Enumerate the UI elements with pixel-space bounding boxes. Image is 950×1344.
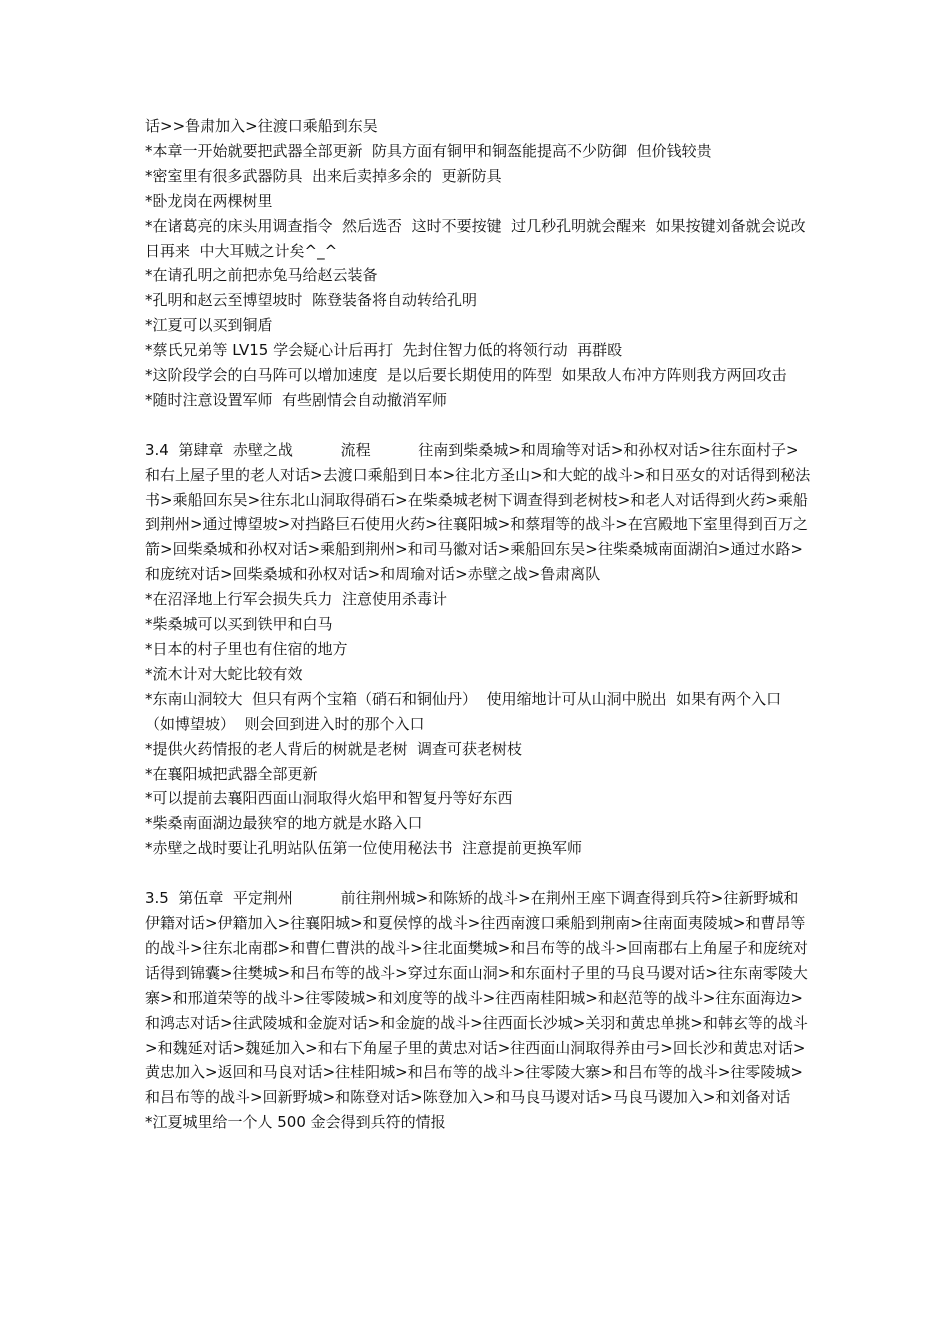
tip-line: *卧龙岗在两棵树里 <box>145 191 273 210</box>
tip-line: *柴桑南面湖边最狭窄的地方就是水路入口 <box>145 814 423 833</box>
tip-line: *在沼泽地上行军会损失兵力 注意使用杀毒计 <box>145 590 448 609</box>
tip-line: *江夏城里给一个人 500 金会得到兵符的情报 <box>145 1113 446 1132</box>
paragraph-gap <box>145 413 811 438</box>
tip-line: *日本的村子里也有住宿的地方 <box>145 640 348 659</box>
tip-line: *这阶段学会的白马阵可以增加速度 是以后要长期使用的阵型 如果敌人布冲方阵则我方两回攻击 <box>145 366 787 385</box>
text-line: 话>>鲁肃加入>往渡口乘船到东吴 <box>145 117 378 135</box>
tip-line: *随时注意设置军师 有些剧情会自动撤消军师 <box>145 390 448 409</box>
tip-line: *可以提前去襄阳西面山洞取得火焰甲和智复丹等好东西 <box>145 789 513 808</box>
paragraph-gap <box>145 861 811 886</box>
section-block-3 <box>145 886 811 1135</box>
tip-line: *孔明和赵云至博望坡时 陈登装备将自动转给孔明 <box>145 291 478 310</box>
tip-line: *柴桑城可以买到铁甲和白马 <box>145 615 333 634</box>
tip-line: *本章一开始就要把武器全部更新 防具方面有铜甲和铜盔能提高不少防御 但价钱较贵 <box>145 141 712 160</box>
section-block-2 <box>145 438 811 861</box>
chapter-walkthrough: 3.5 第伍章 平定荆州 前往荆州城>和陈矫的战斗>在荆州王座下调查得到兵符>往新野城和伊籍对话>伊籍加入>往襄阳城>和夏侯惇的战斗>往西南渡口乘船到荆南>往南面夷陵城>和曹昂等的战斗>往东北南郡>和曹仁曹洪的战斗>往北面樊城>和吕布等的战斗>回南郡右上角屋子和庞统对话得到锦囊>往樊城>和吕布等的战斗>穿过东面山洞>和东面村子里的马良马谡对话>往东南零陵大寨>和邢道荣等的战斗>往零陵城>和刘度等的战斗>往西南桂阳城>和赵范等的战斗>往东面海边>和鸿志对话>往武陵城和金旋对话>和金旋的战斗>往西面长沙城>关羽和黄忠单挑>和韩玄等的战斗>和魏延对话>魏延加入>和右下角屋子里的黄忠对话>往西面山洞取得养由弓>回长沙和黄忠对话>黄忠加入>返回和马良对话>往桂阳城>和吕布等的战斗>往零陵大寨>和吕布等的战斗>往零陵城>和吕布等的战斗>回新野城>和陈登对话>陈登加入>和马良马谡对话>马良马谡加入>和刘备对话 <box>145 889 808 1107</box>
tip-line: *在请孔明之前把赤兔马给赵云装备 <box>145 266 378 285</box>
tip-line: *江夏可以买到铜盾 <box>145 316 273 335</box>
tip-line: *提供火药情报的老人背后的树就是老树 调查可获老树枝 <box>145 739 523 758</box>
tip-line: *赤壁之战时要让孔明站队伍第一位使用秘法书 注意提前更换军师 <box>145 839 583 858</box>
tip-line: *流木计对大蛇比较有效 <box>145 664 303 683</box>
tip-line: *东南山洞较大 但只有两个宝箱（硝石和铜仙丹） 使用缩地计可从山洞中脱出 如果有两个入口（如博望坡） 则会回到进入时的那个入口 <box>145 689 782 733</box>
section-block-1 <box>145 114 811 413</box>
tip-line: *密室里有很多武器防具 出来后卖掉多余的 更新防具 <box>145 166 502 185</box>
document-page <box>145 114 811 1135</box>
chapter-walkthrough: 3.4 第肆章 赤壁之战 流程 往南到柴桑城>和周瑜等对话>和孙权对话>往东面村子>和右上屋子里的老人对话>去渡口乘船到日本>往北方圣山>和大蛇的战斗>和日巫女的对话得到秘法书>乘船回东吴>往东北山洞取得硝石>在柴桑城老树下调查得到老树枝>和老人对话得到火药>乘船到荆州>通过博望坡>对挡路巨石使用火药>往襄阳城>和蔡瑁等的战斗>在宫殿地下室里得到百万之箭>回柴桑城和孙权对话>乘船到荆州>和司马徽对话>乘船回东吴>往柴桑城南面湖泊>通过水路>和庞统对话>回柴桑城和孙权对话>和周瑜对话>赤壁之战>鲁肃离队 <box>145 440 811 584</box>
tip-line: *蔡氏兄弟等 LV15 学会疑心计后再打 先封住智力低的将领行动 再群殴 <box>145 341 623 360</box>
tip-line: *在诸葛亮的床头用调查指令 然后选否 这时不要按键 过几秒孔明就会醒来 如果按键刘备就会说改日再来 中大耳贼之计矣^_^ <box>145 216 806 260</box>
tip-line: *在襄阳城把武器全部更新 <box>145 764 318 783</box>
